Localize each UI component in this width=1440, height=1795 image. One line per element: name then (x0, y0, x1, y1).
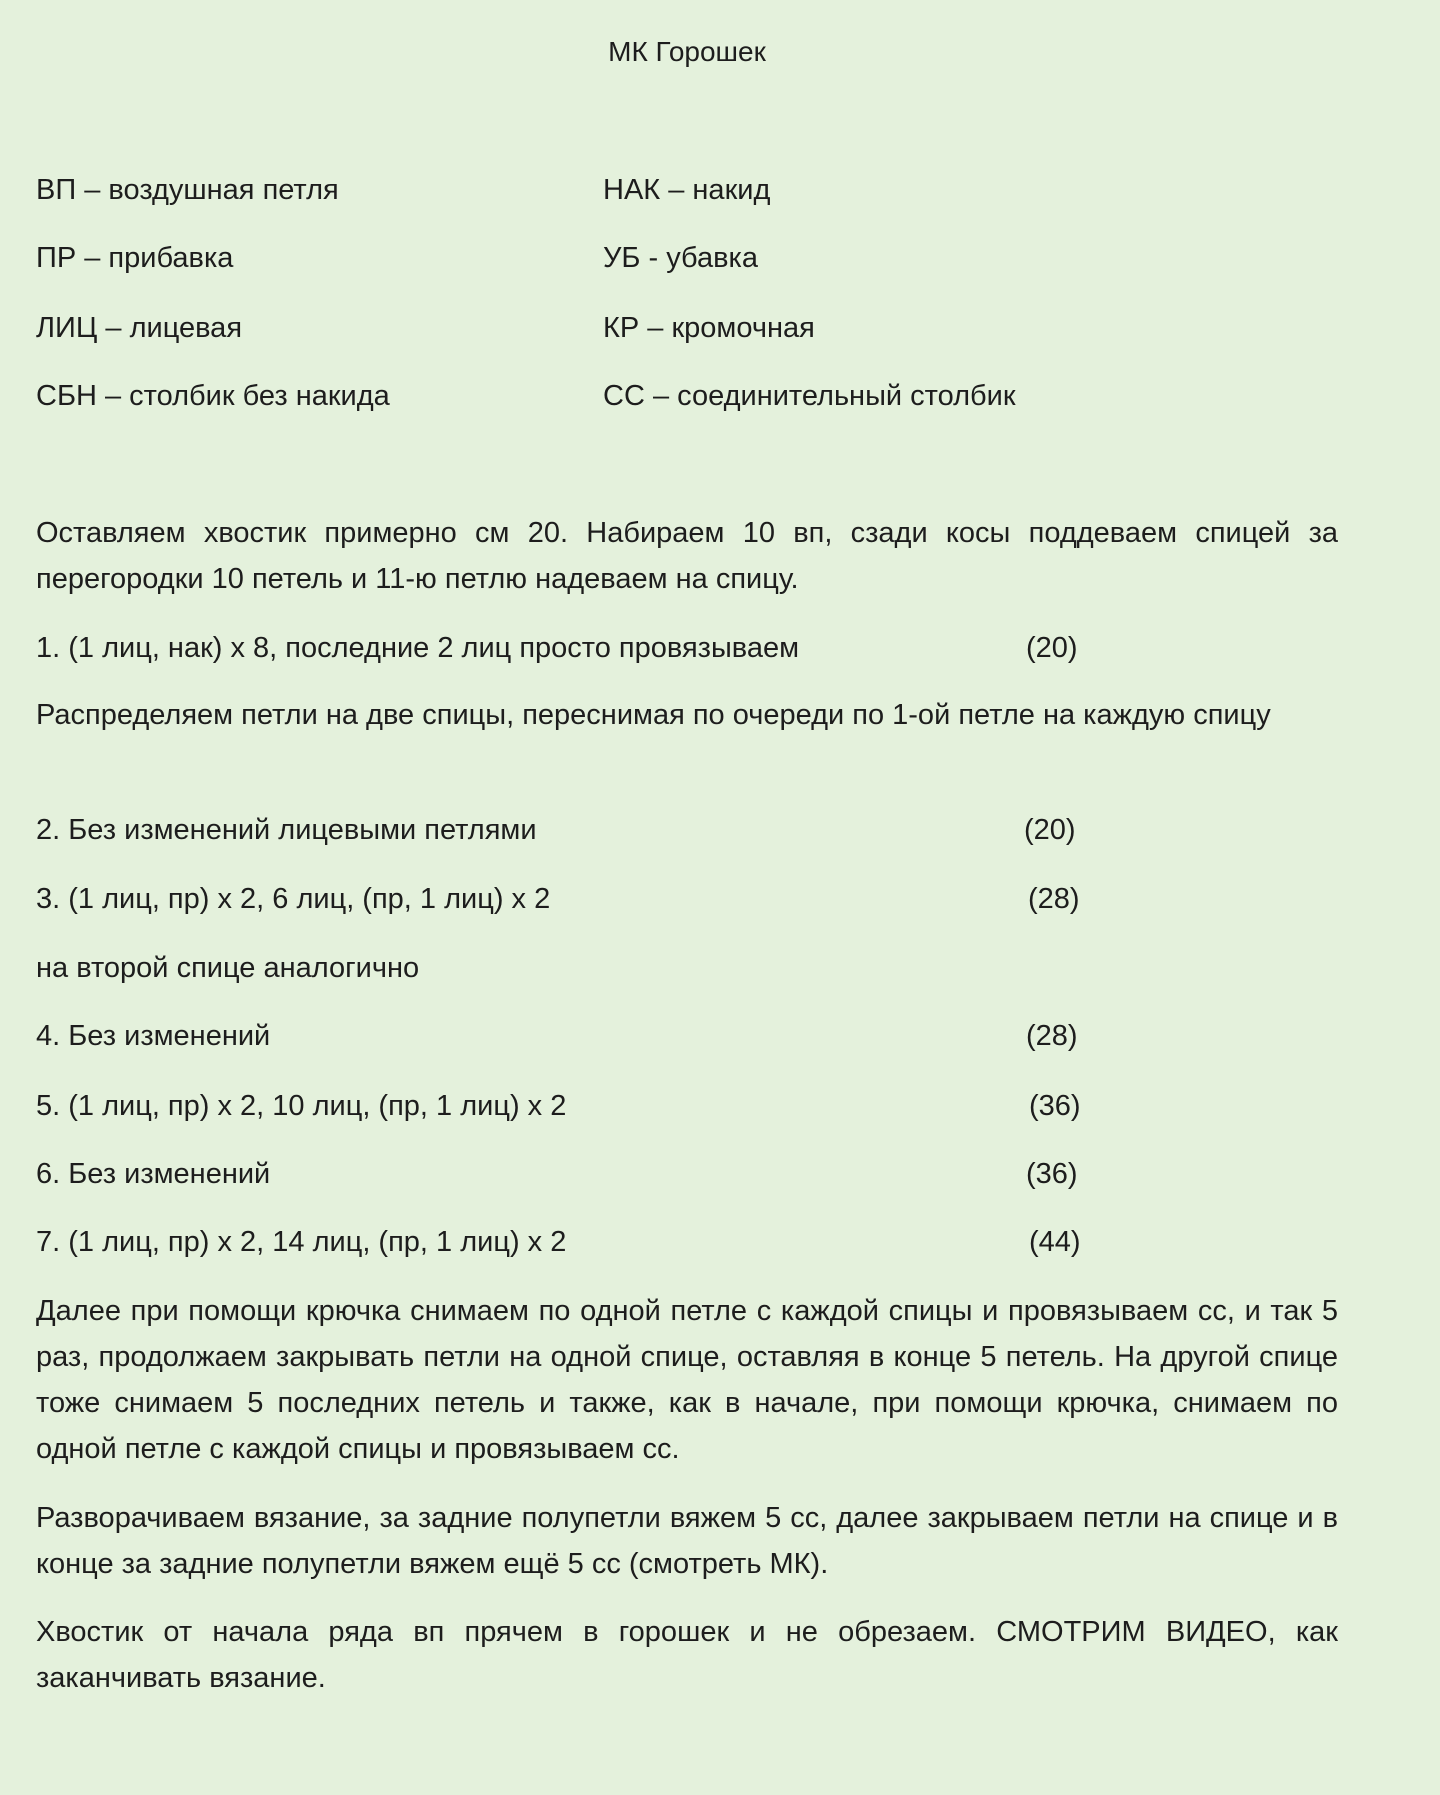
stitch-count: (28) (1028, 883, 1080, 915)
stitch-count: (28) (1026, 1020, 1078, 1052)
abbr-kr: КР – кромочная (603, 312, 815, 344)
instruction-row-3 (36, 881, 1338, 917)
distribute-paragraph: Распределяем петли на две спицы, переснимая по очереди по 1-ой петле на каждую спицу (36, 699, 1271, 731)
instruction-row-7 (36, 1224, 1338, 1260)
row-text: 3. (1 лиц, пр) х 2, 6 лиц, (пр, 1 лиц) х 2 (36, 883, 551, 915)
row-text: 6. Без изменений (36, 1158, 271, 1190)
closing-paragraph: Далее при помощи крючка снимаем по одной петле с каждой спицы и провязываем сс, и так 5 раз, продолжаем закрывать петли на одной спице, оставляя в конце 5 петель. На другой спице тоже снимаем 5 последних петель и также, как в начале, при помощи крючка, снимаем по одной петле с каждой спицы и провязываем сс. (36, 1295, 1338, 1465)
row-text: 1. (1 лиц, нак) х 8, последние 2 лиц просто провязываем (36, 632, 800, 664)
stitch-count: (20) (1026, 632, 1078, 664)
stitch-count: (44) (1029, 1226, 1081, 1258)
row-text: 2. Без изменений лицевыми петлями (36, 814, 537, 846)
abbr-ub: УБ - убавка (603, 242, 758, 274)
intro-paragraph: Оставляем хвостик примерно см 20. Набираем 10 вп, сзади косы поддеваем спицей за перегородки 10 петель и 11-ю петлю надеваем на спицу. (36, 517, 1338, 595)
tail-paragraph: Хвостик от начала ряда вп прячем в горошек и не обрезаем. СМОТРИМ ВИДЕО, как заканчивать вязание. (36, 1616, 1338, 1694)
instruction-note (36, 950, 1338, 986)
row-text: на второй спице аналогично (36, 952, 420, 984)
row-text: 5. (1 лиц, пр) х 2, 10 лиц, (пр, 1 лиц) х 2 (36, 1090, 567, 1122)
abbr-vp: ВП – воздушная петля (36, 174, 339, 206)
instruction-row-1 (36, 630, 1338, 666)
instruction-row-4 (36, 1018, 1338, 1054)
row-text: 7. (1 лиц, пр) х 2, 14 лиц, (пр, 1 лиц) х 2 (36, 1226, 567, 1258)
abbr-pr: ПР – прибавка (36, 242, 234, 274)
turn-paragraph: Разворачиваем вязание, за задние полупетли вяжем 5 сс, далее закрываем петли на спице и в конце за задние полупетли вяжем ещё 5 сс (смотреть МК). (36, 1502, 1338, 1580)
instruction-row-6 (36, 1156, 1338, 1192)
stitch-count: (20) (1024, 814, 1076, 846)
instruction-row-2 (36, 812, 1338, 848)
page-title: МК Горошек (608, 36, 766, 67)
row-text: 4. Без изменений (36, 1020, 271, 1052)
stitch-count: (36) (1029, 1090, 1081, 1122)
stitch-count: (36) (1026, 1158, 1078, 1190)
instruction-row-5 (36, 1088, 1338, 1124)
abbr-sbn: СБН – столбик без накида (36, 380, 390, 412)
abbr-nak: НАК – накид (603, 174, 771, 206)
abbr-lic: ЛИЦ – лицевая (36, 312, 243, 344)
abbr-ss: СС – соединительный столбик (603, 380, 1016, 412)
